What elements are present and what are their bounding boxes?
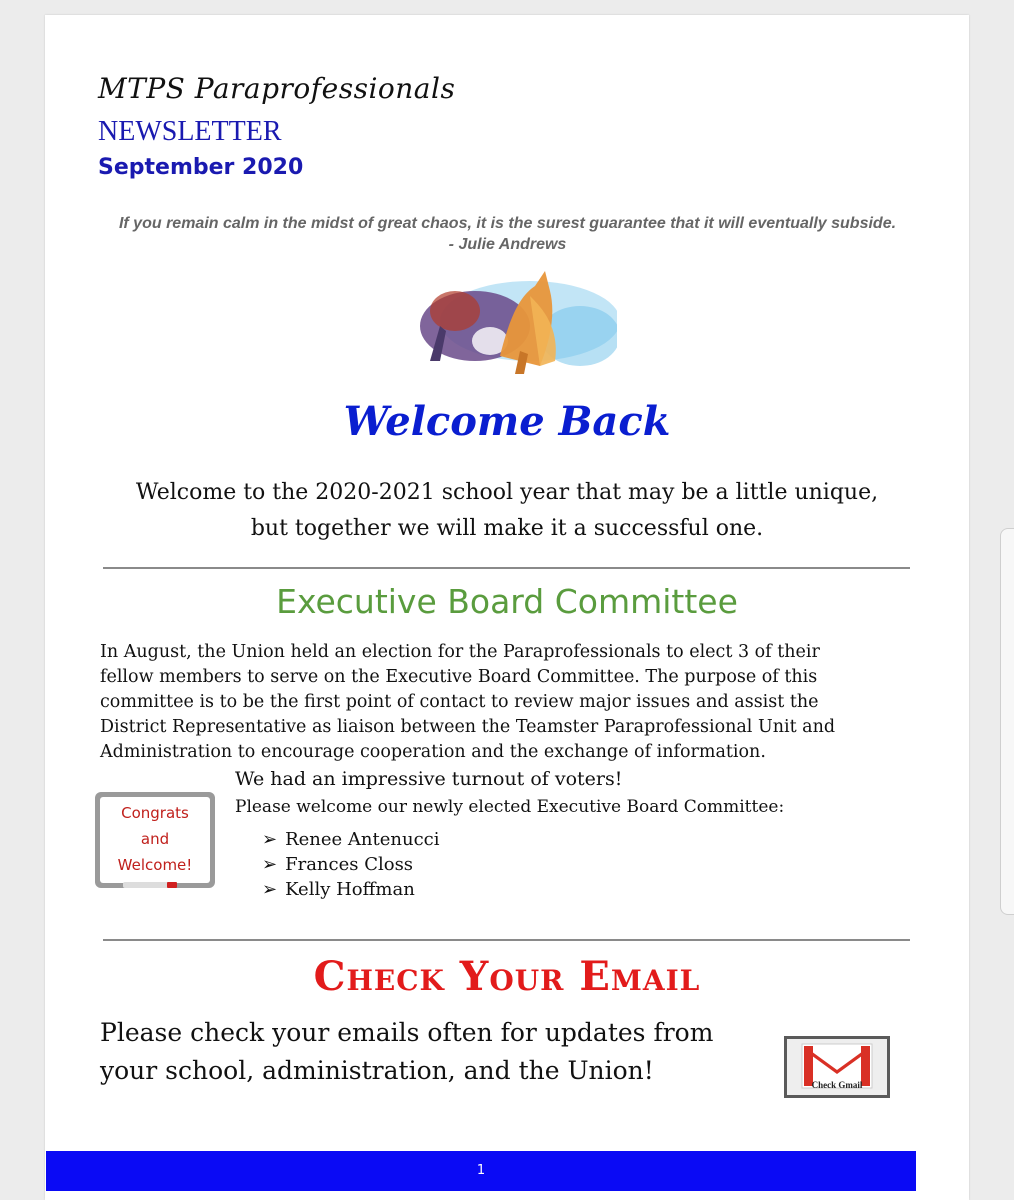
section-divider [103,567,910,569]
paragraph-line: District Representative as liaison between the Teamster Paraprofessional Unit and [100,717,836,737]
member-name: Kelly Hoffman [285,879,415,900]
executive-board-heading: Executive Board Committee [276,582,738,621]
list-item [262,877,440,902]
paragraph-line: fellow members to serve on the Executive Board Committee. The purpose of this [100,667,818,687]
footer-bar [46,1151,916,1191]
paragraph-line: Administration to encourage cooperation and the exchange of information. [100,742,766,762]
paragraph-line: In August, the Union held an election for the Paraprofessionals to elect 3 of their [100,642,820,662]
turnout-text: We had an impressive turnout of voters! [235,768,623,790]
list-item [262,852,440,877]
board-line-1: Congrats [121,804,189,822]
horse-watercolor-image [380,266,617,378]
member-name: Frances Closs [285,854,414,875]
quote-author: - Julie Andrews [448,236,567,253]
board-line-3: Welcome! [117,856,193,874]
committee-member-list [262,827,440,902]
section-divider [103,939,910,941]
arrow-bullet-icon: ➢ [262,829,278,850]
board-line-2: and [140,830,170,848]
welcome-text-line-2: but together we will make it a successful one. [250,516,764,541]
welcome-text-line-1: Welcome to the 2020-2021 school year that may be a little unique, [135,480,879,505]
newsletter-subtitle: NEWSLETTER [98,116,282,147]
gmail-icon [784,1036,890,1098]
arrow-bullet-icon: ➢ [262,854,278,875]
newsletter-title: MTPS Paraprofessionals [98,72,456,105]
welcome-committee-text: Please welcome our newly elected Executive Board Committee: [235,797,785,817]
list-item [262,827,440,852]
member-name: Renee Antenucci [285,829,440,850]
email-text-line-1: Please check your emails often for updates from [100,1018,714,1047]
congrats-whiteboard-image [93,790,217,894]
gmail-label: Check Gmail [811,1080,863,1090]
welcome-back-heading: Welcome Back [343,398,671,445]
newsletter-date: September 2020 [98,155,304,180]
executive-board-paragraph [100,640,900,765]
page-number: 1 [476,1163,486,1178]
check-email-heading: Check Your Email [313,953,701,1000]
paragraph-line: committee is to be the first point of contact to review major issues and assist the [100,692,819,712]
quote-text: If you remain calm in the midst of great chaos, it is the surest guarantee that it will eventually subside. [118,215,897,232]
arrow-bullet-icon: ➢ [262,879,278,900]
email-text-line-2: your school, administration, and the Union! [100,1056,654,1085]
